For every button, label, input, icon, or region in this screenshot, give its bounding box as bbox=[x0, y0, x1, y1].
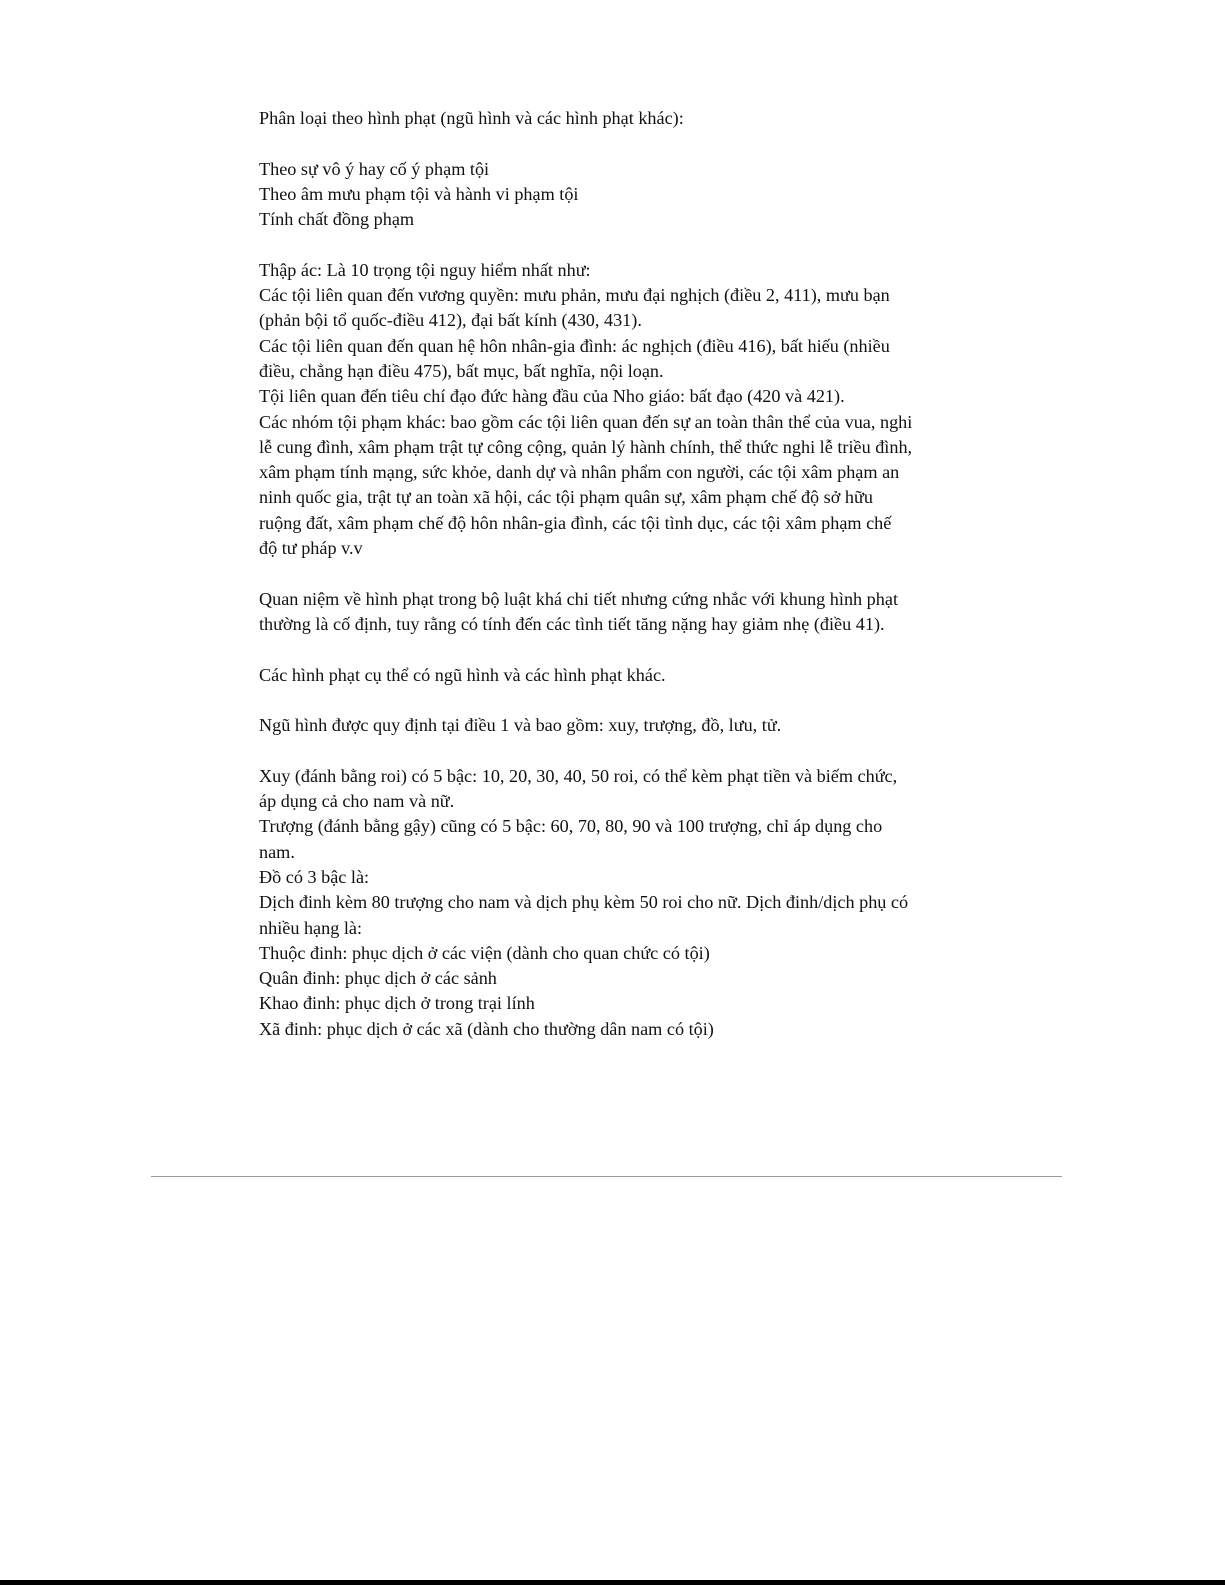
paragraph-gap bbox=[259, 131, 959, 156]
paragraph-gap bbox=[259, 738, 959, 763]
text-line: Các nhóm tội phạm khác: bao gồm các tội liên quan đến sự an toàn thân thể của vua, nghi bbox=[259, 411, 913, 432]
text-line: Phân loại theo hình phạt (ngũ hình và các hình phạt khác): bbox=[259, 108, 684, 128]
text-line: Tính chất đồng phạm bbox=[259, 209, 415, 230]
text-line: Xuy (đánh bằng roi) có 5 bậc: 10, 20, 30, 40, 50 roi, có thể kèm phạt tiền và biếm chức, bbox=[259, 765, 898, 786]
text-line: áp dụng cả cho nam và nữ. bbox=[259, 791, 455, 812]
text-line: độ tư pháp v.v bbox=[259, 538, 363, 559]
text-line: Theo âm mưu phạm tội và hành vi phạm tội bbox=[259, 183, 579, 204]
text-line: Thuộc đinh: phục dịch ở các viện (dành cho quan chức có tội) bbox=[259, 942, 710, 963]
text-line: nam. bbox=[259, 841, 295, 862]
document-body bbox=[259, 106, 959, 1042]
paragraph-gap bbox=[259, 561, 959, 586]
text-line: nhiều hạng là: bbox=[259, 917, 363, 938]
text-line: Các tội liên quan đến vương quyền: mưu phản, mưu đại nghịch (điều 2, 411), mưu bạn bbox=[259, 285, 890, 306]
text-line: Theo sự vô ý hay cố ý phạm tội bbox=[259, 158, 490, 179]
paragraph-gap bbox=[259, 688, 959, 713]
text-line: điều, chẳng hạn điều 475), bất mục, bất nghĩa, nội loạn. bbox=[259, 360, 664, 381]
text-line: (phản bội tổ quốc-điều 412), đại bất kính (430, 431). bbox=[259, 310, 642, 331]
text-line: Các tội liên quan đến quan hệ hôn nhân-gia đình: ác nghịch (điều 416), bất hiếu (nhiều bbox=[259, 335, 890, 356]
paragraph-gap bbox=[259, 637, 959, 662]
text-line: ruộng đất, xâm phạm chế độ hôn nhân-gia đình, các tội tình dục, các tội xâm phạm chế bbox=[259, 512, 892, 533]
text-line: Quan niệm về hình phạt trong bộ luật khá chi tiết nhưng cứng nhắc với khung hình phạt bbox=[259, 588, 898, 609]
text-line: lễ cung đình, xâm phạm trật tự công cộng, quản lý hành chính, thể thức nghi lễ triều đình, bbox=[259, 436, 913, 457]
text-line: thường là cố định, tuy rằng có tính đến các tình tiết tăng nặng hay giảm nhẹ (điều 41). bbox=[259, 613, 885, 634]
text-line: Dịch đinh kèm 80 trượng cho nam và dịch phụ kèm 50 roi cho nữ. Dịch đinh/dịch phụ có bbox=[259, 892, 909, 913]
page-divider bbox=[151, 1176, 1062, 1177]
text-line: Các hình phạt cụ thể có ngũ hình và các hình phạt khác. bbox=[259, 664, 666, 685]
bottom-edge-rule bbox=[0, 1580, 1225, 1585]
text-line: Trượng (đánh bằng gậy) cũng có 5 bậc: 60, 70, 80, 90 và 100 trượng, chỉ áp dụng cho bbox=[259, 816, 883, 837]
text-line: Quân đinh: phục dịch ở các sảnh bbox=[259, 968, 497, 989]
paragraph-gap bbox=[259, 232, 959, 257]
text-line: Xã đinh: phục dịch ở các xã (dành cho thường dân nam có tội) bbox=[259, 1018, 714, 1039]
text-line: ninh quốc gia, trật tự an toàn xã hội, các tội phạm quân sự, xâm phạm chế độ sở hữu bbox=[259, 487, 873, 508]
text-line: Khao đinh: phục dịch ở trong trại lính bbox=[259, 993, 535, 1014]
text-line: Đồ có 3 bậc là: bbox=[259, 866, 370, 887]
text-line: Ngũ hình được quy định tại điều 1 và bao gồm: xuy, trượng, đồ, lưu, tử. bbox=[259, 715, 782, 736]
text-line: Thập ác: Là 10 trọng tội nguy hiểm nhất như: bbox=[259, 259, 591, 280]
text-line: Tội liên quan đến tiêu chí đạo đức hàng đầu của Nho giáo: bất đạo (420 và 421). bbox=[259, 386, 845, 407]
text-line: xâm phạm tính mạng, sức khỏe, danh dự và nhân phẩm con người, các tội xâm phạm an bbox=[259, 462, 900, 483]
